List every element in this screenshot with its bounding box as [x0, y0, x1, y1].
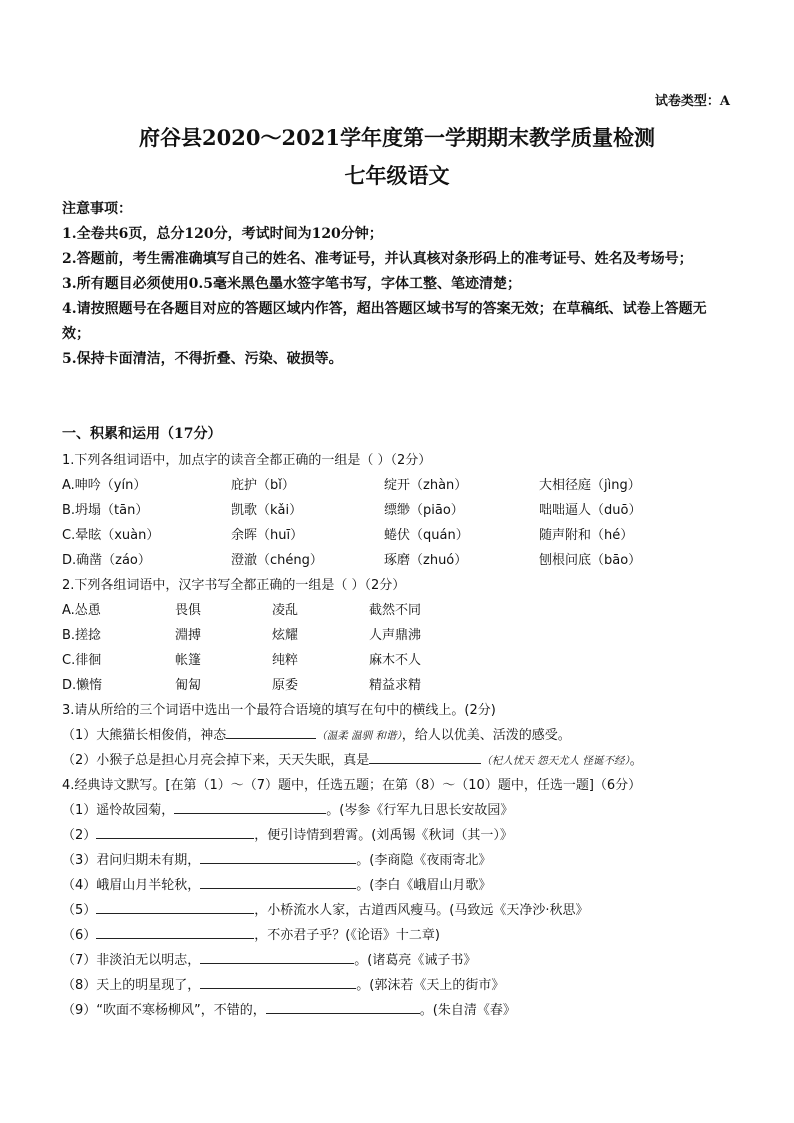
q1-word: 刨根问底（bāo）: [539, 553, 642, 568]
question-2-stem: 2.下列各组词语中，汉字书写全都正确的一组是（ ）（2分）: [62, 578, 406, 593]
q3-word-options: （杞人忧天 怨天尤人 怪诞不经）: [481, 755, 630, 767]
answer-blank[interactable]: [200, 976, 356, 989]
q2-word: 帐篷: [175, 653, 202, 668]
notes-block: [62, 197, 734, 372]
q2-word: A.怂恿: [62, 603, 101, 618]
q4-line: [62, 799, 742, 818]
q2-word: 原委: [272, 678, 299, 693]
q1-word: 琢磨（zhuó）: [384, 553, 468, 568]
q2-option-row: [62, 599, 742, 621]
q1-word: 随声附和（hé）: [539, 528, 634, 543]
q1-word: 咄咄逼人（duō）: [539, 503, 642, 518]
q4-line-source: 。(李商隐《夜雨寄北》: [356, 853, 492, 868]
paper-type: 试卷类型：A: [654, 94, 730, 109]
q4-line-source: 。(李白《峨眉山月歌》: [356, 878, 492, 893]
q1-word: 绽开（zhàn）: [384, 478, 468, 493]
q1-word: 凯歌（kǎi）: [231, 503, 303, 518]
answer-blank[interactable]: [96, 926, 254, 939]
note-item: 5.保持卡面清洁，不得折叠、污染、破损等。: [62, 351, 343, 367]
q4-line: [62, 824, 742, 843]
q4-line: [62, 999, 742, 1018]
q2-word: D.懒惰: [62, 678, 103, 693]
q2-word: 淵搏: [175, 628, 202, 643]
q1-option-row: [62, 499, 742, 521]
answer-blank[interactable]: [200, 851, 356, 864]
q2-word: 匍匐: [175, 678, 202, 693]
q4-line-source: 。(诸葛亮《诫子书》: [354, 953, 477, 968]
q3-line-text: （1）大熊猫长相俊俏，神态: [62, 728, 227, 743]
q4-line-text: （9）“吹面不寒杨柳风”，不错的，: [62, 1003, 266, 1018]
q4-line: [62, 874, 742, 893]
q4-line-text: （5）: [62, 903, 97, 918]
q2-word: 畏俱: [175, 603, 202, 618]
q3-line-text: 。: [629, 753, 643, 768]
q4-line: [62, 924, 742, 943]
q2-word: 精益求精: [369, 678, 422, 693]
q1-word: 大相径庭（jìng）: [539, 478, 641, 493]
q1-word: A.呻吟（yín）: [62, 478, 147, 493]
note-item: 3.所有题目必须使用0.5毫米黑色墨水签字笔书写，字体工整、笔迹清楚；: [62, 276, 521, 292]
q2-word: 麻木不人: [369, 653, 422, 668]
q4-line-text: （7）非淡泊无以明志，: [62, 953, 201, 968]
q4-line-text: （6）: [62, 928, 97, 943]
q4-line-text: （3）君问归期未有期，: [62, 853, 201, 868]
question-3-stem: 3.请从所给的三个词语中选出一个最符合语境的填写在句中的横线上。(2分): [62, 703, 496, 718]
q2-option-row: [62, 624, 742, 646]
answer-blank[interactable]: [96, 826, 254, 839]
q3-line-text: （2）小猴子总是担心月亮会掉下来，天天失眠，真是: [62, 753, 370, 768]
q2-word: C.徘徊: [62, 653, 102, 668]
q4-line-source: ，不亦君子乎？(《论语》十二章): [254, 928, 440, 943]
section-heading: 一、积累和运用（17分）: [62, 426, 222, 442]
q1-word: 蜷伏（quán）: [384, 528, 469, 543]
q4-line: [62, 949, 742, 968]
q4-line-source: 。(郭沫若《天上的街市》: [356, 978, 505, 993]
q4-line-text: （1）遥怜故园菊，: [62, 803, 175, 818]
question-1-stem: 1.下列各组词语中，加点字的读音全都正确的一组是（ ）（2分）: [62, 453, 432, 468]
note-item: 4.请按照题号在各题目对应的答题区域内作答，超出答题区域书写的答案无效；在草稿纸、试卷上答题无效；: [62, 301, 707, 342]
q1-option-row: [62, 549, 742, 571]
q4-line-source: 。(朱自清《春》: [419, 1003, 516, 1018]
q4-line-source: 。(岑参《行军九日思长安故园》: [326, 803, 514, 818]
q1-word: D.确凿（záo）: [62, 553, 151, 568]
notes-heading: 注意事项：: [62, 201, 132, 217]
q1-option-row: [62, 474, 742, 496]
q1-word: 余晖（huī）: [231, 528, 304, 543]
q4-line-text: （2）: [62, 828, 97, 843]
q3-line-text: ，给人以优美、活泼的感受。: [401, 728, 571, 743]
q4-line-source: ，小桥流水人家，古道西风瘦马。(马致远《天净沙·秋思》: [254, 903, 589, 918]
q1-word: C.晕眩（xuàn）: [62, 528, 160, 543]
q4-line: [62, 899, 742, 918]
exam-subtitle: 七年级语文: [344, 163, 450, 188]
q3-line-2: [62, 749, 742, 768]
exam-title: 府谷县2020～2021学年度第一学期期末教学质量检测: [139, 125, 655, 150]
q1-option-row: [62, 524, 742, 546]
answer-blank[interactable]: [200, 876, 356, 889]
q2-word: B.搓捻: [62, 628, 102, 643]
q4-line-text: （8）天上的明星现了，: [62, 978, 201, 993]
answer-blank[interactable]: [266, 1001, 420, 1014]
question-4-stem: 4.经典诗文默写。[在第（1）～（7）题中，任选五题；在第（8）～（10）题中，任选一题]（6分）: [62, 778, 642, 793]
answer-blank[interactable]: [200, 951, 354, 964]
note-item: 1.全卷共6页，总分120分，考试时间为120分钟；: [62, 226, 383, 242]
answer-blank[interactable]: [226, 726, 316, 739]
answer-blank[interactable]: [174, 801, 326, 814]
q2-word: 纯粹: [272, 653, 299, 668]
note-item: 2.答题前，考生需准确填写自己的姓名、准考证号，并认真核对条形码上的准考证号、姓名及考场号；: [62, 251, 693, 267]
q1-word: 缥缈（piāo）: [384, 503, 464, 518]
q1-word: 庇护（bǐ）: [231, 478, 295, 493]
q1-word: B.坍塌（tān）: [62, 503, 149, 518]
q4-line-source: ，便引诗情到碧霄。(刘禹锡《秋词（其一）》: [254, 828, 513, 843]
answer-blank[interactable]: [96, 901, 254, 914]
q3-line-1: [62, 724, 742, 743]
q4-line-text: （4）峨眉山月半轮秋，: [62, 878, 201, 893]
q2-word: 炫耀: [272, 628, 299, 643]
q4-line: [62, 849, 742, 868]
q1-word: 澄澈（chéng）: [231, 553, 323, 568]
q4-line: [62, 974, 742, 993]
answer-blank[interactable]: [369, 751, 481, 764]
q2-option-row: [62, 674, 742, 696]
q2-option-row: [62, 649, 742, 671]
q3-word-options: （温柔 温驯 和谐）: [316, 730, 402, 742]
q2-word: 截然不同: [369, 603, 422, 618]
q2-word: 人声鼎沸: [369, 628, 422, 643]
q2-word: 凌乱: [272, 603, 299, 618]
